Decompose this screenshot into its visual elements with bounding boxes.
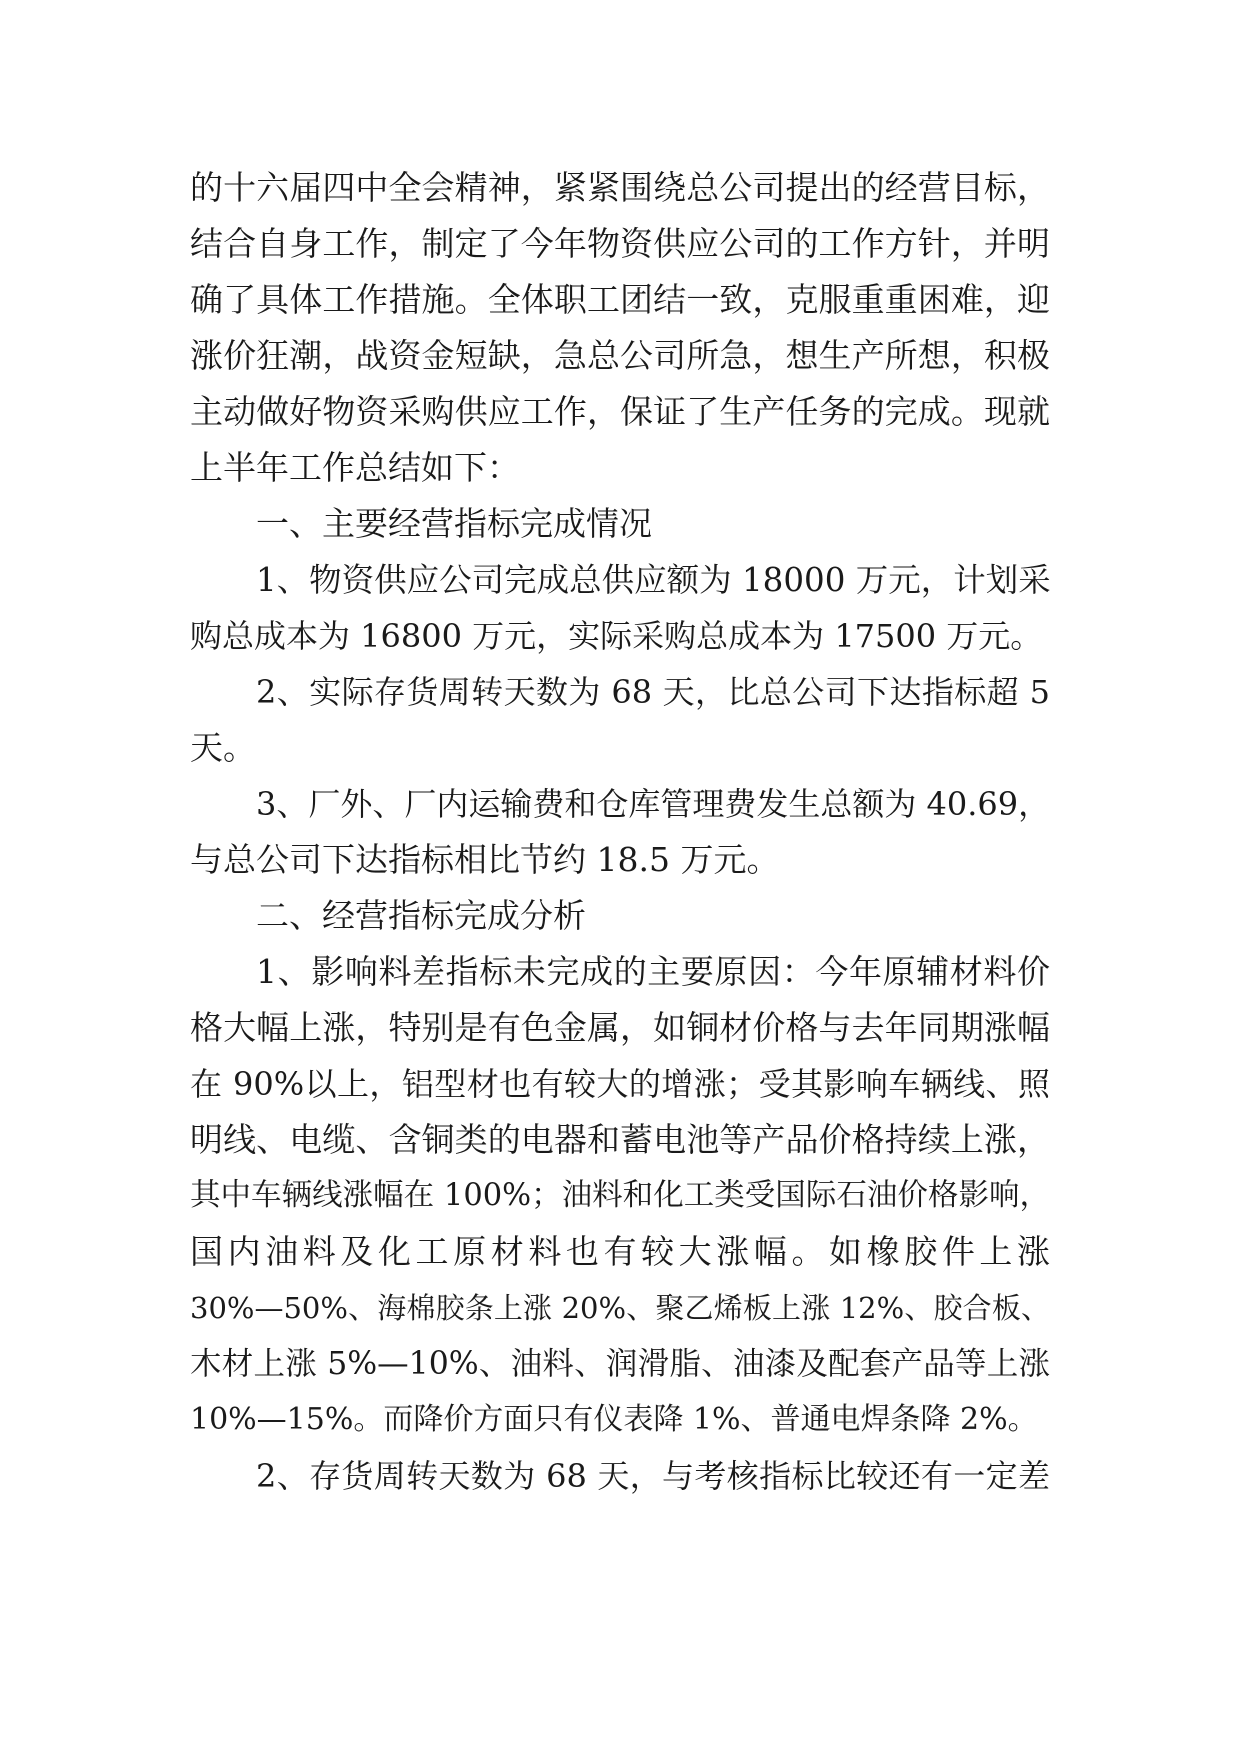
body-line: 的十六届四中全会精神，紧紧围绕总公司提出的经营目标， bbox=[190, 168, 1050, 207]
body-line: 与总公司下达指标相比节约 18.5 万元。 bbox=[190, 840, 780, 879]
body-line: 国内油料及化工原材料也有较大涨幅。如橡胶件上涨 bbox=[190, 1232, 1050, 1271]
body-line: 2、实际存货周转天数为 68 天，比总公司下达指标超 5 bbox=[256, 673, 1050, 711]
body-line: 木材上涨 5%—10%、油料、润滑脂、油漆及配套产品等上涨 bbox=[190, 1346, 1050, 1382]
section-heading: 一、主要经营指标完成情况 bbox=[256, 504, 652, 543]
body-line: 1、物资供应公司完成总供应额为 18000 万元，计划采 bbox=[256, 561, 1051, 599]
body-line: 上半年工作总结如下： bbox=[190, 448, 520, 487]
body-line: 主动做好物资采购供应工作，保证了生产任务的完成。现就 bbox=[190, 392, 1050, 431]
body-line: 天。 bbox=[190, 728, 256, 767]
body-line: 明线、电缆、含铜类的电器和蓄电池等产品价格持续上涨， bbox=[190, 1120, 1050, 1159]
body-line: 在 90%以上，铝型材也有较大的增涨；受其影响车辆线、照 bbox=[190, 1065, 1050, 1103]
body-line: 3、厂外、厂内运输费和仓库管理费发生总额为 40.69， bbox=[256, 785, 1051, 823]
body-line: 结合自身工作，制定了今年物资供应公司的工作方针，并明 bbox=[190, 224, 1050, 263]
body-line: 确了具体工作措施。全体职工团结一致，克服重重困难，迎 bbox=[190, 280, 1050, 319]
body-line: 10%—15%。而降价方面只有仪表降 1%、普通电焊条降 2%。 bbox=[190, 1402, 1038, 1437]
body-line: 其中车辆线涨幅在 100%；油料和化工类受国际石油价格影响， bbox=[190, 1178, 1050, 1213]
body-line: 涨价狂潮，战资金短缺，急总公司所急，想生产所想，积极 bbox=[190, 336, 1050, 375]
body-line: 格大幅上涨，特别是有色金属，如铜材价格与去年同期涨幅 bbox=[190, 1008, 1050, 1047]
body-line: 1、影响料差指标未完成的主要原因：今年原辅材料价 bbox=[256, 952, 1050, 991]
body-line: 购总成本为 16800 万元，实际采购总成本为 17500 万元。 bbox=[190, 617, 1043, 655]
body-line: 30%—50%、海棉胶条上涨 20%、聚乙烯板上涨 12%、胶合板、 bbox=[190, 1291, 1050, 1325]
body-line: 2、存货周转天数为 68 天，与考核指标比较还有一定差 bbox=[256, 1457, 1050, 1495]
section-heading: 二、经营指标完成分析 bbox=[256, 896, 586, 935]
